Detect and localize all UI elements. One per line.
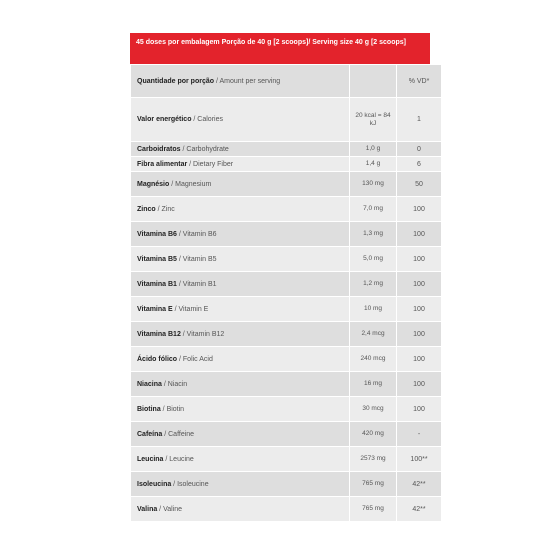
- daily-value-cell: 100: [397, 397, 442, 422]
- amount-cell: 7,0 mg: [350, 197, 397, 222]
- nutrient-name-pt: Isoleucina: [137, 480, 172, 488]
- nutrient-name-en: / Vitamin B5: [176, 255, 217, 263]
- daily-value-cell: 0: [397, 142, 442, 157]
- daily-value-cell: 100: [397, 297, 442, 322]
- nutrient-name-cell: [131, 222, 350, 247]
- amount-per-serving-label: Quantidade por porção / Amount per serving: [131, 65, 350, 98]
- nutrient-name-pt: Biotina: [137, 405, 161, 413]
- nutrient-name-pt: Cafeína: [137, 430, 163, 438]
- amount-cell: 16 mg: [350, 372, 397, 397]
- nutrient-name-pt: Vitamina B1: [137, 280, 177, 288]
- nutrient-name-pt: Vitamina E: [137, 305, 173, 313]
- nutrient-name-pt: Zinco: [137, 205, 156, 213]
- daily-value-cell: 100: [397, 347, 442, 372]
- daily-value-cell: 1: [397, 98, 442, 142]
- nutrient-name-pt: Vitamina B5: [137, 255, 177, 263]
- nutrient-name-cell: [131, 497, 350, 522]
- nutrient-name-pt: Ácido fólico: [137, 355, 178, 363]
- nutrient-name-en: / Zinc: [155, 205, 175, 213]
- table-row: [131, 222, 442, 247]
- daily-value-cell: 42**: [397, 497, 442, 522]
- nutrient-name-en: / Vitamin B1: [176, 280, 217, 288]
- amount-cell: 20 kcal = 84 kJ: [350, 98, 397, 142]
- amount-cell: 30 mcg: [350, 397, 397, 422]
- nutrient-name-cell: [131, 322, 350, 347]
- nutrient-name-cell: [131, 98, 350, 142]
- nutrient-name-cell: [131, 157, 350, 172]
- amount-cell: 1,2 mg: [350, 272, 397, 297]
- nutrient-name-en: / Vitamin B12: [180, 330, 225, 338]
- table-row: [131, 272, 442, 297]
- amount-cell: 765 mg: [350, 472, 397, 497]
- table-row: [131, 497, 442, 522]
- amount-cell: 1,3 mg: [350, 222, 397, 247]
- nutrient-name-cell: [131, 197, 350, 222]
- amount-cell: 2573 mg: [350, 447, 397, 472]
- nutrient-name-pt: Leucina: [137, 455, 164, 463]
- nutrient-name-pt: Magnésio: [137, 180, 170, 188]
- nutrient-name-en: / Valine: [157, 505, 183, 513]
- nutrient-name-en: / Niacin: [161, 380, 188, 388]
- nutrient-name-cell: [131, 247, 350, 272]
- table-row: [131, 322, 442, 347]
- table-row: [131, 297, 442, 322]
- daily-value-cell: 100: [397, 197, 442, 222]
- nutrient-name-pt: Vitamina B12: [137, 330, 181, 338]
- nutrition-facts-panel: [130, 33, 430, 522]
- table-row: [131, 447, 442, 472]
- nutrient-name-cell: [131, 297, 350, 322]
- daily-value-cell: 100: [397, 247, 442, 272]
- nutrient-name-cell: [131, 372, 350, 397]
- nutrient-name-en: / Biotin: [160, 405, 185, 413]
- nutrient-name-en: / Caffeine: [162, 430, 195, 438]
- nutrient-name-en: / Dietary Fiber: [187, 160, 234, 168]
- table-row: [131, 247, 442, 272]
- daily-value-cell: 100: [397, 272, 442, 297]
- amount-cell: 1,0 g: [350, 142, 397, 157]
- serving-header: 45 doses por embalagem Porção de 40 g [2 scoops]/ Serving size 40 g [2 scoops]: [130, 33, 430, 64]
- vd-header: % VD*: [397, 65, 442, 98]
- nutrient-name-cell: [131, 472, 350, 497]
- nutrient-name-en: / Calories: [191, 116, 223, 123]
- amount-cell: 10 mg: [350, 297, 397, 322]
- nutrient-name-en: / Magnesium: [169, 180, 212, 188]
- nutrient-name-pt: Vitamina B6: [137, 230, 177, 238]
- daily-value-cell: 50: [397, 172, 442, 197]
- nutrient-name-pt: Carboidratos: [137, 145, 181, 153]
- nutrient-name-en: / Carbohydrate: [180, 145, 229, 153]
- daily-value-cell: 100: [397, 222, 442, 247]
- amount-cell: 2,4 mcg: [350, 322, 397, 347]
- daily-value-cell: 100: [397, 372, 442, 397]
- table-row: [131, 98, 442, 142]
- nutrient-name-cell: [131, 172, 350, 197]
- nutrient-name-cell: [131, 272, 350, 297]
- table-row: [131, 197, 442, 222]
- nutrient-name-en: / Leucine: [163, 455, 194, 463]
- nutrient-name-cell: [131, 447, 350, 472]
- daily-value-cell: -: [397, 422, 442, 447]
- nutrient-name-en: / Vitamin B6: [176, 230, 217, 238]
- daily-value-cell: 100: [397, 322, 442, 347]
- table-row: [131, 422, 442, 447]
- nutrient-name-pt: Valina: [137, 505, 158, 513]
- daily-value-cell: 100**: [397, 447, 442, 472]
- amount-cell: 240 mcg: [350, 347, 397, 372]
- table-row: [131, 472, 442, 497]
- nutrient-name-cell: [131, 347, 350, 372]
- amount-cell: 1,4 g: [350, 157, 397, 172]
- nutrient-name-pt: Niacina: [137, 380, 162, 388]
- table-row: [131, 397, 442, 422]
- nutrient-name-cell: [131, 422, 350, 447]
- nutrient-name-pt: Valor energético: [137, 116, 192, 123]
- nutrient-name-cell: [131, 397, 350, 422]
- qty-header-cell: [350, 65, 397, 98]
- nutrition-table: [130, 64, 442, 522]
- table-row: [131, 157, 442, 172]
- nutrient-name-pt: Fibra alimentar: [137, 160, 188, 168]
- nutrient-name-en: / Folic Acid: [177, 355, 213, 363]
- amount-cell: 420 mg: [350, 422, 397, 447]
- table-row: [131, 372, 442, 397]
- daily-value-cell: 6: [397, 157, 442, 172]
- table-row: [131, 172, 442, 197]
- table-row: [131, 142, 442, 157]
- amount-cell: 5,0 mg: [350, 247, 397, 272]
- amount-cell: 765 mg: [350, 497, 397, 522]
- nutrient-name-cell: [131, 142, 350, 157]
- nutrient-name-en: / Vitamin E: [172, 305, 209, 313]
- daily-value-cell: 42**: [397, 472, 442, 497]
- table-header-row: [131, 65, 442, 98]
- table-row: [131, 347, 442, 372]
- nutrient-name-en: / Isoleucine: [171, 480, 209, 488]
- amount-cell: 130 mg: [350, 172, 397, 197]
